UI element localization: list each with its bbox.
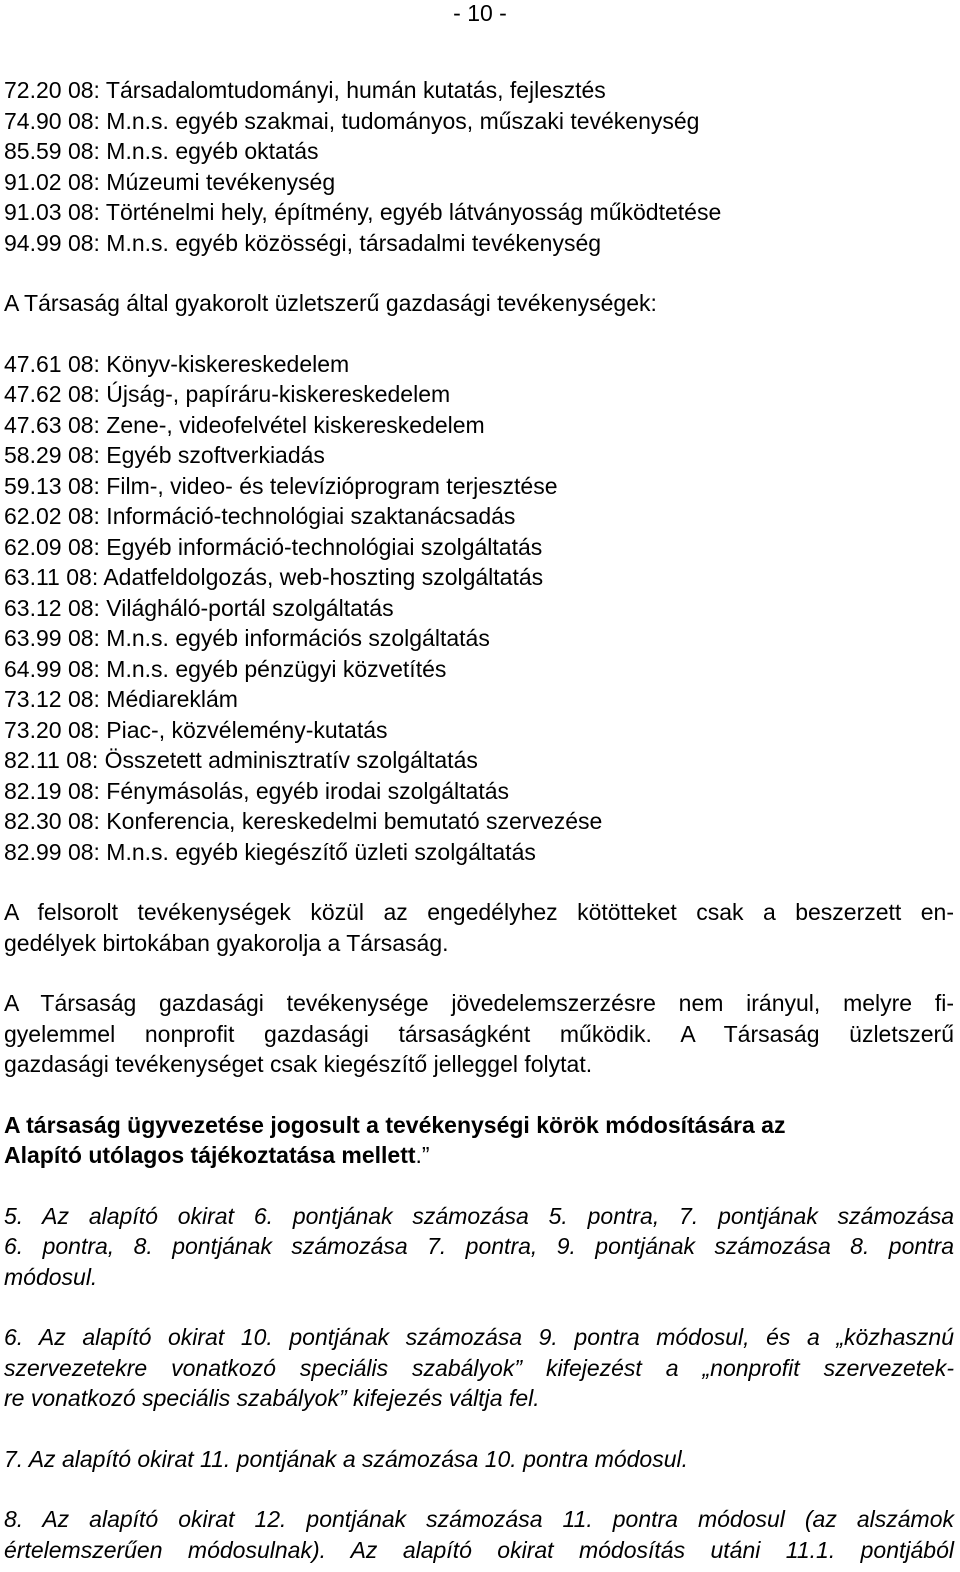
paragraph-line: értelemszerűen módosulnak). Az alapító okirat módosítás utáni 11.1. pontjából [4,1536,954,1563]
list-item: 74.90 08: M.n.s. egyéb szakmai, tudományos, műszaki tevékenység [4,107,700,134]
paragraph-line: 7. Az alapító okirat 11. pontjának a számozása 10. pontra módosul. [4,1445,689,1472]
list-item: 82.19 08: Fénymásolás, egyéb irodai szolgáltatás [4,777,510,804]
paragraph-line: szervezetekre vonatkozó speciális szabályok” kifejezést a „nonprofit szervezetek- [4,1354,954,1381]
list-item: 62.02 08: Információ-technológiai szaktanácsadás [4,503,516,529]
business-heading: A Társaság által gyakorolt üzletszerű gazdasági tevékenységek: [4,290,657,316]
nonprofit-paragraph [4,988,954,1080]
list-item: 73.20 08: Piac-, közvélemény-kutatás [4,716,388,743]
list-item: 62.09 08: Egyéb információ-technológiai szolgáltatás [4,533,543,560]
paragraph-line: módosul. [4,1263,98,1290]
paragraph-line: gazdasági tevékenységet csak kiegészítő jelleggel folytat. [4,1051,593,1077]
amendment-item-7 [4,1444,954,1475]
amendment-item-6 [4,1322,954,1414]
activity-list-business [4,349,954,868]
paragraph-tail: .” [415,1142,430,1168]
list-item: 47.62 08: Újság-, papíráru-kiskereskedelem [4,381,451,407]
paragraph-line: A társaság ügyvezetése jogosult a tevékenységi körök módosítására az [4,1111,786,1138]
activity-list-top [4,75,954,258]
paragraph-line: A Társaság gazdasági tevékenysége jövedelemszerzésre nem irányul, melyre fi- [4,990,954,1016]
paragraph-line: re vonatkozó speciális szabályok” kifejezés váltja fel. [4,1385,540,1411]
paragraph-line: A felsorolt tevékenységek közül az engedélyhez kötötteket csak a beszerzett en- [4,899,954,925]
list-item: 58.29 08: Egyéb szoftverkiadás [4,442,325,468]
list-item: 63.99 08: M.n.s. egyéb információs szolgáltatás [4,625,490,651]
paragraph-line: 5. Az alapító okirat 6. pontjának számozása 5. pontra, 7. pontjának számozása [4,1202,954,1229]
page-number: - 10 - [453,0,507,26]
list-item: 63.11 08: Adatfeldolgozás, web-hoszting szolgáltatás [4,564,544,590]
list-item: 64.99 08: M.n.s. egyéb pénzügyi közvetítés [4,655,447,682]
list-item: 73.12 08: Médiareklám [4,686,238,712]
list-item: 47.63 08: Zene-, videofelvétel kiskereskedelem [4,411,485,438]
paragraph-line: 6. Az alapító okirat 10. pontjának számozása 9. pontra módosul, és a „közhasznú [4,1324,954,1350]
list-item: 82.11 08: Összetett adminisztratív szolgáltatás [4,747,478,773]
document-body [4,75,954,1565]
amendment-item-5 [4,1201,954,1293]
paragraph-line: gedélyek birtokában gyakorolja a Társaság. [4,929,449,956]
list-item: 59.13 08: Film-, video- és televízióprogram terjesztése [4,472,558,499]
paragraph-line: 8. Az alapító okirat 12. pontjának számozása 11. pontra módosul (az alszámok [4,1506,954,1532]
list-item: 91.02 08: Múzeumi tevékenység [4,168,336,195]
bold-paragraph [4,1110,954,1171]
list-item: 85.59 08: M.n.s. egyéb oktatás [4,138,319,164]
list-item: 82.30 08: Konferencia, kereskedelmi bemutató szervezése [4,808,603,834]
list-item: 82.99 08: M.n.s. egyéb kiegészítő üzleti szolgáltatás [4,838,536,865]
list-item: 63.12 08: Világháló-portál szolgáltatás [4,594,394,621]
list-item: 94.99 08: M.n.s. egyéb közösségi, társadalmi tevékenység [4,229,602,256]
license-paragraph [4,897,954,958]
list-item: 72.20 08: Társadalomtudományi, humán kutatás, fejlesztés [4,77,606,103]
paragraph-line: gyelemmel nonprofit gazdasági társaságként működik. A Társaság üzletszerű [4,1020,954,1047]
list-item: 47.61 08: Könyv-kiskereskedelem [4,350,350,377]
list-item: 91.03 08: Történelmi hely, építmény, egyéb látványosság működtetése [4,199,722,225]
paragraph-line: 6. pontra, 8. pontjának számozása 7. pontra, 9. pontjának számozása 8. pontra [4,1233,954,1259]
amendment-item-8 [4,1504,954,1565]
paragraph-line: Alapító utólagos tájékoztatása mellett [4,1142,416,1168]
